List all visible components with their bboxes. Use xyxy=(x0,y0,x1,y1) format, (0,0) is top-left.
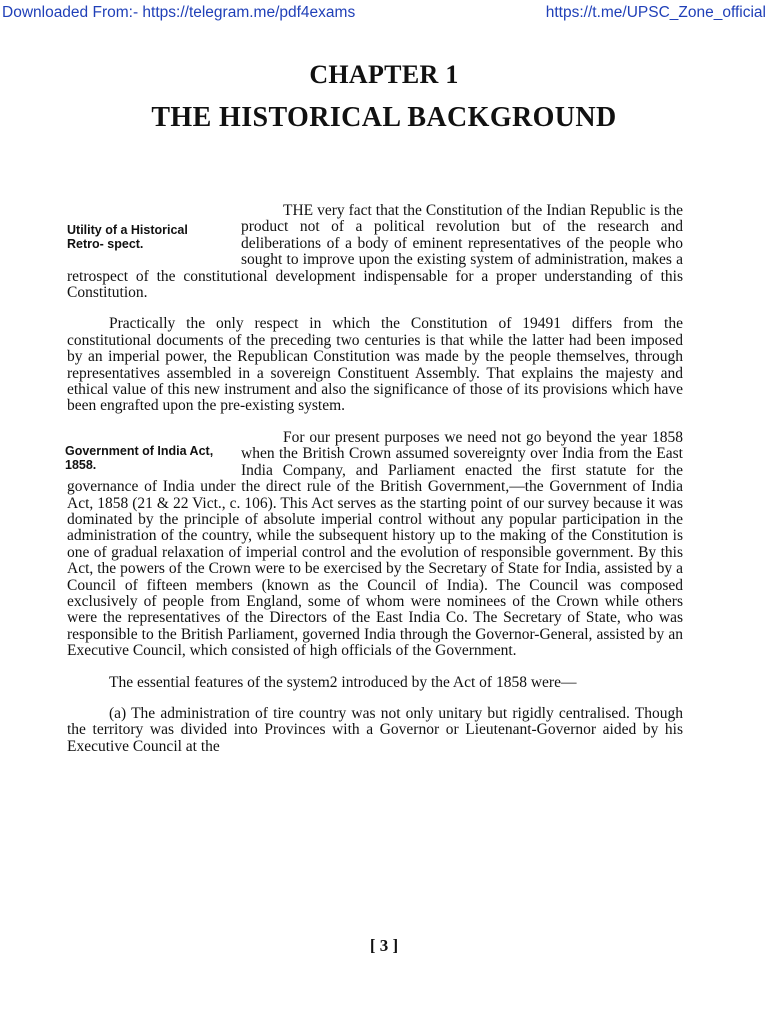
download-banner xyxy=(0,4,768,24)
paragraph-4: The essential features of the system2 introduced by the Act of 1858 were— xyxy=(109,673,577,691)
paragraph-2: Practically the only respect in which the Constitution of 19491 differs from the constitutional documents of the preceding two centuries is that while the latter had been imposed by an imperial power, the Republican Constitution was made by the people themselves, through representatives assembled in a sovereign Constituent Assembly. That explains the majesty and ethical value of this new instrument and also the significance of those of its provisions which have been engrafted upon the pre-existing system. xyxy=(67,315,683,415)
chapter-number: CHAPTER 1 xyxy=(309,60,459,89)
paragraph-1 xyxy=(67,203,683,301)
channel-link[interactable]: https://t.me/UPSC_Zone_official xyxy=(545,4,766,21)
download-link[interactable]: Downloaded From:- https://telegram.me/pdf4exams xyxy=(2,4,356,21)
page-number: [ 3 ] xyxy=(369,936,399,955)
paragraph-1-text: THE very fact that the Constitution of the Indian Republic is the product not of a political revolution but of the research and deliberations of a body of eminent representatives of the people who sought to improve upon the existing system of administration, makes a retrospect of the constitutional development indispensable for a proper understanding of this Constitution. xyxy=(67,202,683,302)
side-note-utility: Utility of a Historical Retro- spect. xyxy=(67,223,188,251)
paragraph-3-text: For our present purposes we need not go beyond the year 1858 when the British Crown assumed sovereignty over India from the East India Company, and Parliament enacted the first statute for the governance of India under the direct rule of the British Government,—the Government of India Act, 1858 (21 & 22 Vict., c. 106). This Act serves as the starting point of our survey because it was dominated by the principle of absolute imperial control without any popular participation in the administration of the country, while the subsequent history up to the making of the Constitution is one of gradual relaxation of imperial control and the evolution of responsible government. By this Act, the powers of the Crown were to be exercised by the Secretary of State for India, assisted by a Council of fifteen members (known as the Council of India). The Council was composed exclusively of people from England, some of whom were nominees of the Crown while others were the representatives of the Directors of the East India Co. The Secretary of State, who was responsible to the British Parliament, governed India through the Governor-General, assisted by an Executive Council, which consisted of high officials of the Government. xyxy=(67,428,683,660)
side-note-act-1858: Government of India Act, 1858. xyxy=(65,443,214,472)
chapter-title: THE HISTORICAL BACKGROUND xyxy=(151,102,617,133)
page-body xyxy=(67,203,683,755)
paragraph-3 xyxy=(67,430,683,660)
paragraph-5: (a) The administration of tire country was not only unitary but rigidly centralised. Though the territory was divided into Provinces with a Governor or Lieutenant-Governor aided by his Executive Council at the xyxy=(67,704,683,755)
